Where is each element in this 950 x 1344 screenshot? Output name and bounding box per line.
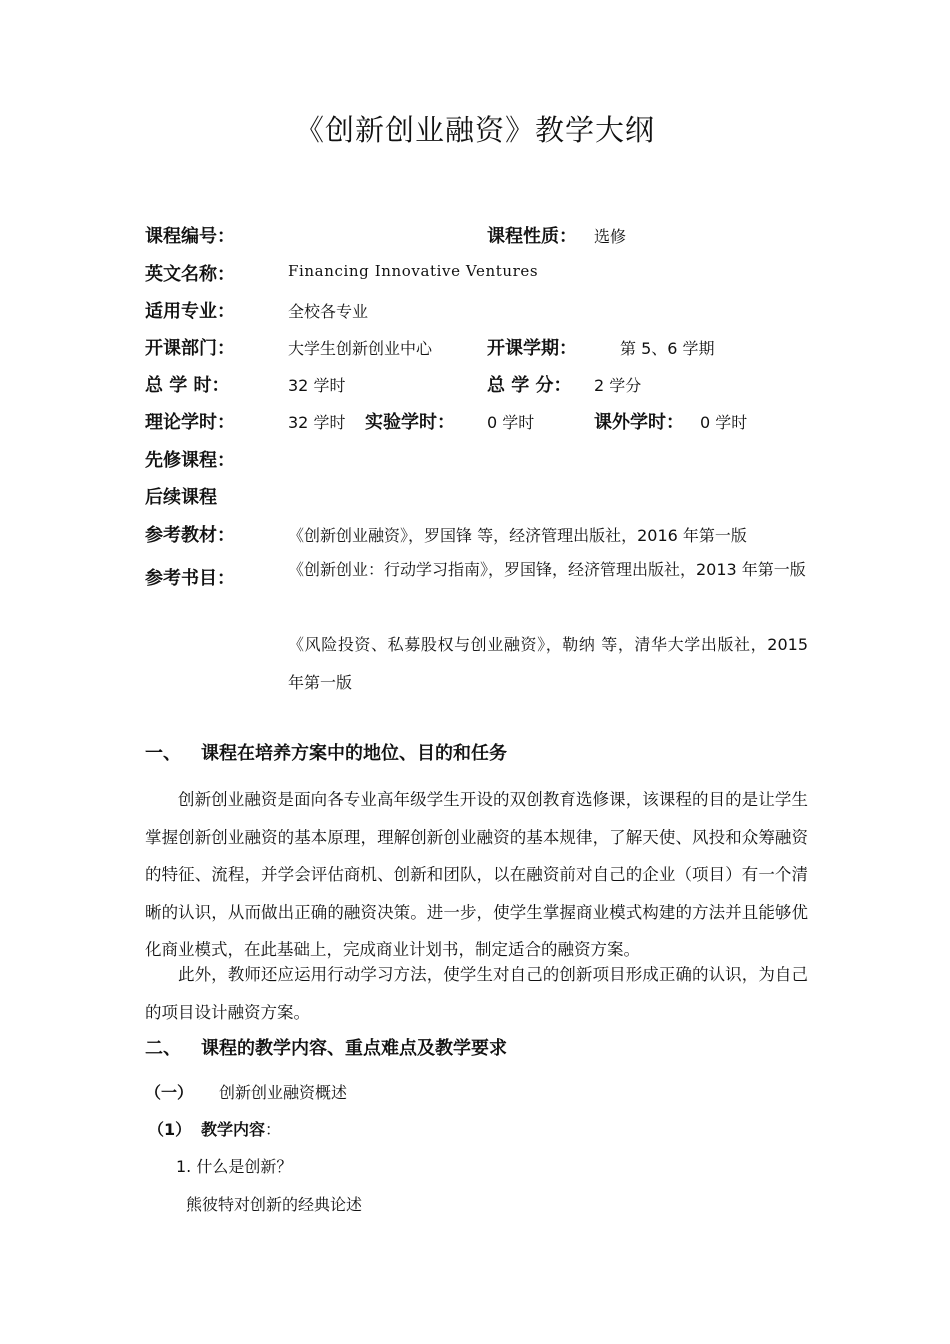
total-hours-value: 32 学时 — [288, 376, 346, 395]
subsection-1-1-number: （1） — [148, 1120, 192, 1139]
reference-books-label: 参考书目： — [145, 568, 235, 589]
lab-hours-value: 0 学时 — [487, 413, 535, 432]
major-value: 全校各专业 — [288, 302, 369, 321]
extra-hours-value: 0 学时 — [700, 413, 748, 432]
term-value: 第 5、6 学期 — [620, 339, 715, 358]
department-label: 开课部门： — [145, 338, 235, 359]
teaching-content-colon: ： — [265, 1120, 282, 1139]
reference-book-2: 《风险投资、私募股权与创业融资》，勒纳 等，清华大学出版社，2015 年第一版 — [288, 635, 808, 692]
teaching-content-heading — [201, 1117, 281, 1140]
total-hours-label: 总 学 时： — [145, 375, 230, 396]
english-name-label: 英文名称： — [145, 264, 235, 285]
credits-value: 2 学分 — [594, 376, 642, 395]
document-title: 《创新创业融资》教学大纲 — [294, 113, 655, 147]
textbook-label: 参考教材： — [145, 525, 235, 546]
teaching-content-label: 教学内容 — [201, 1120, 266, 1139]
section-2-heading: 课程的教学内容、重点难点及教学要求 — [201, 1038, 507, 1059]
english-name-value: Financing Innovative Ventures — [288, 262, 539, 280]
credits-label: 总 学 分： — [487, 375, 572, 396]
course-code-label: 课程编号： — [145, 226, 235, 247]
section-1-paragraph-2: 此外，教师还应运用行动学习方法，使学生对自己的创新项目形成正确的认识，为自己的项目设计融资方案。 — [145, 965, 808, 1022]
content-item-1: 1. 什么是创新？ — [176, 1157, 293, 1176]
section-1-heading: 课程在培养方案中的地位、目的和任务 — [201, 743, 507, 764]
theory-hours-value: 32 学时 — [288, 413, 346, 432]
subsection-1-title: 创新创业融资概述 — [219, 1083, 348, 1102]
major-label: 适用专业： — [145, 301, 235, 322]
subsection-1-number: （一） — [145, 1083, 194, 1102]
extra-hours-label: 课外学时： — [594, 412, 684, 433]
course-nature-label: 课程性质： — [487, 226, 577, 247]
section-1-number: 一、 — [145, 743, 181, 764]
term-label: 开课学期： — [487, 338, 577, 359]
content-item-1-detail: 熊彼特对创新的经典论述 — [186, 1195, 363, 1214]
course-nature-value: 选修 — [594, 227, 627, 246]
reference-book-1: 《创新创业：行动学习指南》，罗国锋，经济管理出版社，2013 年第一版 — [288, 560, 806, 579]
section-2-number: 二、 — [145, 1038, 181, 1059]
textbook-value: 《创新创业融资》，罗国锋 等，经济管理出版社，2016 年第一版 — [288, 526, 747, 545]
theory-hours-label: 理论学时： — [145, 412, 235, 433]
section-1-paragraph-1: 创新创业融资是面向各专业高年级学生开设的双创教育选修课，该课程的目的是让学生掌握创新创业融资的基本原理，理解创新创业融资的基本规律，了解天使、风投和众筹融资的特征、流程，并学会评估商机、创新和团队，以在融资前对自己的企业（项目）有一个清晰的认识，从而做出正确的融资决策。进一步，使学生掌握商业模式构建的方法并且能够优化商业模式，在此基础上，完成商业计划书，制定适合的融资方案。 — [145, 790, 808, 959]
department-value: 大学生创新创业中心 — [288, 339, 433, 358]
prerequisite-label: 先修课程： — [145, 450, 235, 471]
lab-hours-label: 实验学时： — [365, 412, 455, 433]
followup-label: 后续课程 — [145, 487, 217, 508]
